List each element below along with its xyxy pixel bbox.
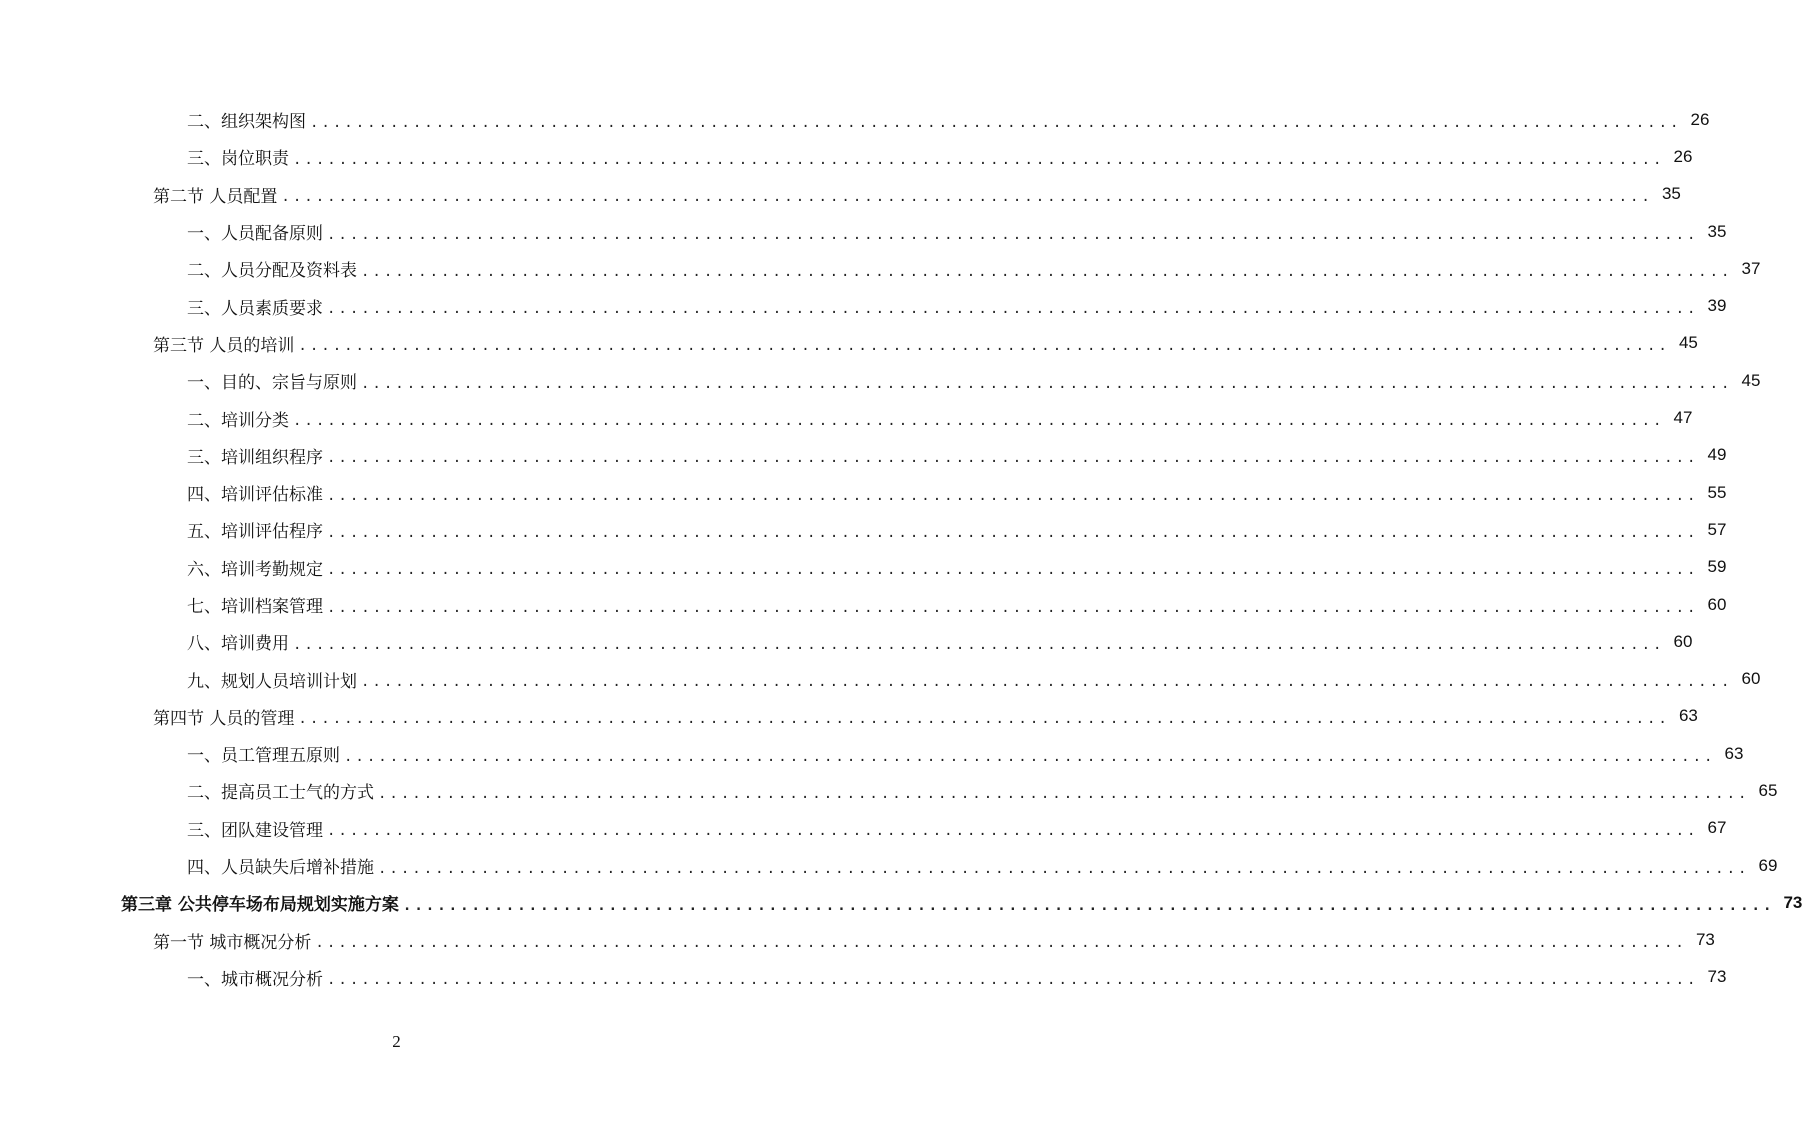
toc-dot-leader: ........................................................................................................................ (361, 375, 1733, 392)
toc-entry[interactable] (0, 623, 1693, 660)
toc-entry[interactable] (0, 772, 1778, 809)
toc-entry-title: 六、培训考勤规定 (187, 559, 323, 580)
toc-entry-page: 49 (1707, 445, 1727, 465)
toc-dot-leader: ........................................................................................................................ (310, 114, 1682, 131)
toc-dot-leader: ........................................................................................................................ (327, 599, 1699, 616)
toc-entry-page: 73 (1695, 930, 1715, 950)
toc-entry[interactable] (0, 213, 1727, 250)
toc-entry-title: 四、人员缺失后增补措施 (187, 858, 374, 879)
toc-dot-leader: ........................................................................................................................ (361, 263, 1733, 280)
toc-entry-title: 二、提高员工士气的方式 (187, 783, 374, 804)
toc-entry-title: 五、培训评估程序 (187, 522, 323, 543)
toc-dot-leader: ........................................................................................................................ (327, 487, 1699, 504)
toc-entry[interactable] (0, 399, 1693, 436)
toc-entry-title: 一、城市概况分析 (187, 969, 323, 990)
toc-entry[interactable] (0, 735, 1744, 772)
toc-entry[interactable] (0, 474, 1727, 511)
toc-entry-title: 三、人员素质要求 (187, 298, 323, 319)
toc-entry-page: 69 (1758, 855, 1778, 875)
table-of-contents (0, 101, 1802, 996)
toc-entry-title: 三、岗位职责 (187, 149, 289, 170)
toc-entry[interactable] (0, 586, 1727, 623)
toc-entry-title: 二、组织架构图 (187, 112, 306, 133)
toc-entry-page: 60 (1707, 594, 1727, 614)
toc-entry[interactable] (0, 138, 1693, 175)
toc-dot-leader: ........................................................................................................................ (298, 711, 1670, 728)
toc-section-entry[interactable] (0, 176, 1681, 213)
toc-entry-title: 第一节 城市概况分析 (153, 932, 312, 953)
toc-entry-title: 第二节 人员配置 (153, 186, 278, 207)
toc-entry-page: 60 (1673, 631, 1693, 651)
toc-dot-leader: ........................................................................................................................ (327, 301, 1699, 318)
toc-dot-leader: ........................................................................................................................ (361, 674, 1733, 691)
toc-entry[interactable] (0, 437, 1727, 474)
toc-dot-leader: ........................................................................................................................ (293, 151, 1665, 168)
toc-entry[interactable] (0, 250, 1761, 287)
toc-dot-leader: ........................................................................................................................ (327, 524, 1699, 541)
toc-entry-title: 一、员工管理五原则 (187, 746, 340, 767)
toc-entry-page: 57 (1707, 519, 1727, 539)
toc-entry-title: 九、规划人员培训计划 (187, 671, 357, 692)
toc-entry-title: 八、培训费用 (187, 634, 289, 655)
toc-entry[interactable] (0, 959, 1727, 996)
toc-entry-title: 七、培训档案管理 (187, 597, 323, 617)
toc-entry-page: 65 (1758, 780, 1778, 800)
toc-entry-title: 第四节 人员的管理 (153, 708, 295, 729)
toc-entry-page: 63 (1678, 706, 1698, 726)
toc-entry-title: 一、目的、宗旨与原则 (187, 373, 357, 394)
toc-dot-leader: ........................................................................................................................ (327, 562, 1699, 579)
toc-dot-leader: ........................................................................................................................ (402, 897, 1775, 914)
toc-entry-title: 三、团队建设管理 (187, 820, 323, 841)
toc-entry-title: 第三章 公共停车场布局规划实施方案 (121, 895, 399, 916)
toc-entry-page: 59 (1707, 557, 1727, 577)
toc-entry[interactable] (0, 660, 1761, 697)
toc-entry-page: 47 (1673, 408, 1693, 428)
toc-entry-page: 26 (1690, 109, 1710, 129)
toc-entry-page: 35 (1707, 221, 1727, 241)
page-number: 2 (392, 1032, 401, 1051)
toc-entry-title: 四、培训评估标准 (187, 485, 323, 506)
toc-entry-page: 37 (1741, 258, 1761, 278)
toc-dot-leader: ........................................................................................................................ (298, 338, 1670, 355)
toc-entry[interactable] (0, 287, 1727, 324)
toc-entry[interactable] (0, 847, 1778, 884)
toc-dot-leader: ........................................................................................................................ (327, 823, 1699, 840)
toc-entry[interactable] (0, 810, 1727, 847)
toc-dot-leader: ........................................................................................................................ (327, 226, 1699, 243)
toc-entry-page: 73 (1707, 967, 1727, 987)
toc-dot-leader: ........................................................................................................................ (281, 189, 1653, 206)
toc-entry-page: 45 (1741, 370, 1761, 390)
toc-dot-leader: ........................................................................................................................ (293, 413, 1665, 430)
toc-dot-leader: ........................................................................................................................ (293, 636, 1665, 653)
toc-dot-leader: ........................................................................................................................ (327, 450, 1699, 467)
toc-entry-page: 60 (1741, 669, 1761, 689)
toc-entry[interactable] (0, 101, 1710, 138)
toc-entry-title: 第三节 人员的培训 (153, 335, 295, 356)
toc-entry-page: 35 (1661, 184, 1681, 204)
toc-dot-leader: ........................................................................................................................ (344, 748, 1716, 765)
toc-entry-title: 一、人员配备原则 (187, 224, 323, 245)
toc-entry-page: 39 (1707, 296, 1727, 316)
toc-dot-leader: ........................................................................................................................ (315, 935, 1687, 952)
toc-entry[interactable] (0, 511, 1727, 548)
toc-entry-title: 二、培训分类 (187, 410, 289, 431)
toc-entry-page: 73 (1783, 892, 1802, 912)
toc-section-entry[interactable] (0, 698, 1698, 735)
toc-entry-page: 63 (1724, 743, 1744, 763)
toc-entry-title: 二、人员分配及资料表 (187, 261, 357, 282)
toc-entry-title: 三、培训组织程序 (187, 447, 323, 468)
toc-entry-page: 26 (1673, 146, 1693, 166)
toc-section-entry[interactable] (0, 325, 1698, 362)
toc-entry[interactable] (0, 362, 1761, 399)
toc-chapter-entry[interactable] (0, 884, 1802, 921)
toc-entry-page: 67 (1707, 818, 1727, 838)
toc-dot-leader: ........................................................................................................................ (378, 785, 1750, 802)
toc-entry-page: 55 (1707, 482, 1727, 502)
toc-entry[interactable] (0, 549, 1727, 586)
toc-dot-leader: ........................................................................................................................ (327, 972, 1699, 989)
toc-dot-leader: ........................................................................................................................ (378, 860, 1750, 877)
toc-entry-page: 45 (1678, 333, 1698, 353)
toc-section-entry[interactable] (0, 922, 1715, 959)
